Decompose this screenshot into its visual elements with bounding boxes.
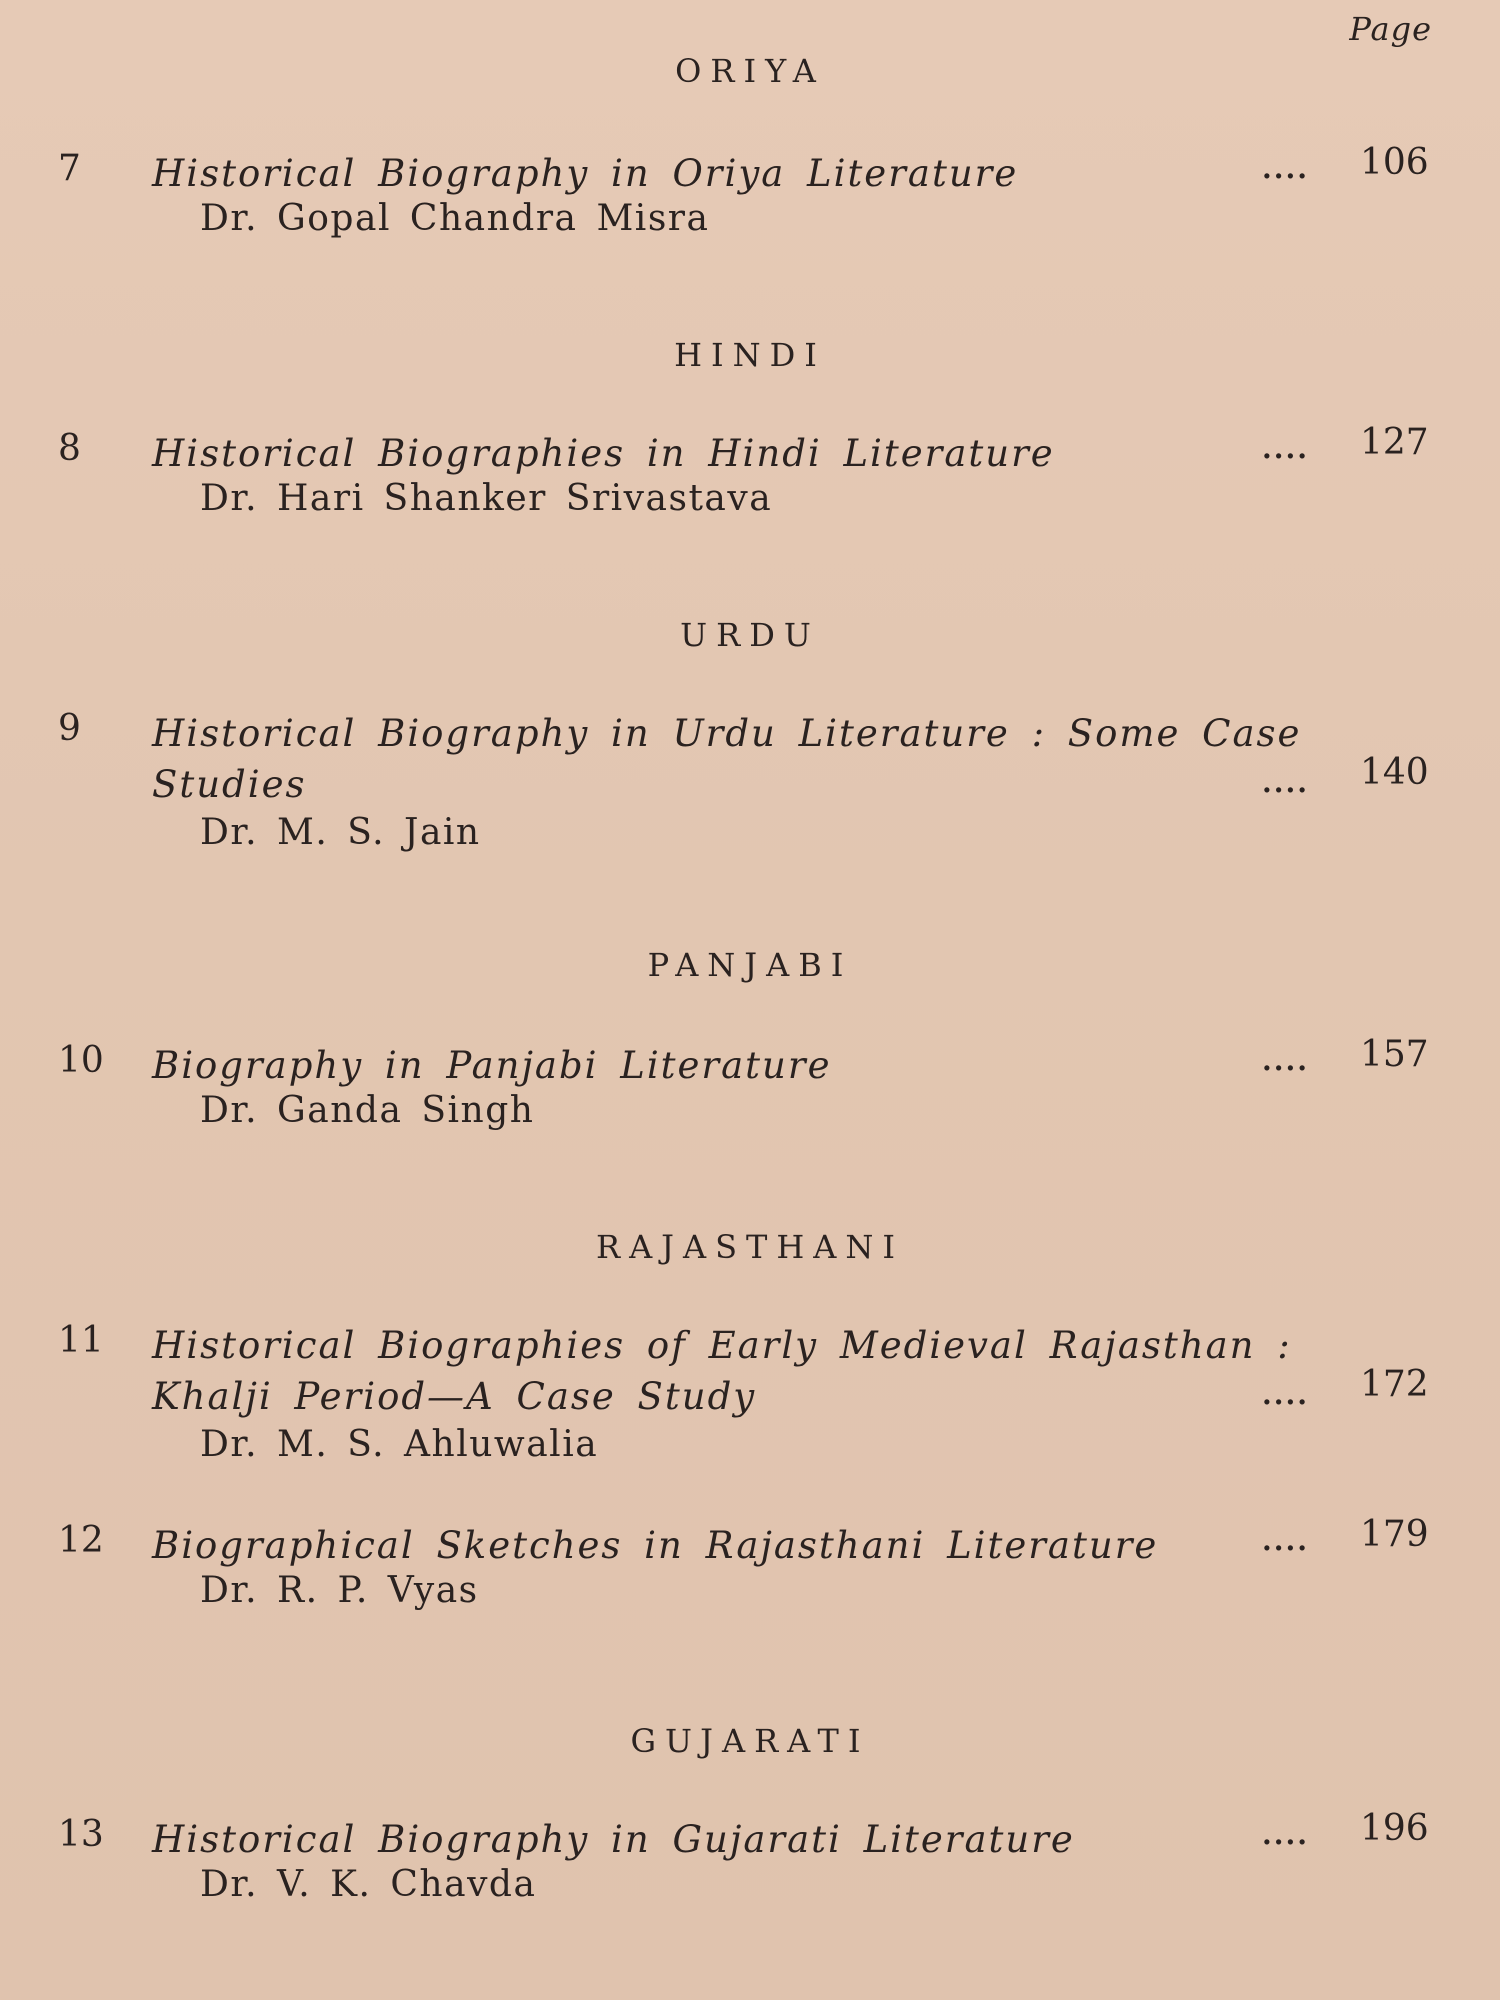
toc-entry[interactable]	[0, 1514, 1500, 1640]
entry-title	[152, 148, 1332, 199]
toc-entry[interactable]	[0, 1034, 1500, 1160]
entry-author: Dr. R. P. Vyas	[200, 1570, 479, 1611]
leader-dots: ....	[1262, 1524, 1309, 1557]
entry-number: 9	[58, 708, 81, 749]
section-heading-oriya: ORIYA	[675, 52, 825, 90]
section-heading-panjabi: PANJABI	[647, 946, 853, 984]
section-heading-urdu: URDU	[680, 616, 820, 654]
entry-page-number: 196	[1360, 1808, 1429, 1849]
entry-author: Dr. Gopal Chandra Misra	[200, 198, 710, 239]
toc-entry[interactable]	[0, 1808, 1500, 1934]
entry-page-number: 127	[1360, 422, 1429, 463]
entry-page-number: 106	[1360, 142, 1429, 183]
leader-dots: ....	[1262, 432, 1309, 465]
entry-title	[152, 708, 1332, 810]
entry-title-line: Biographical Sketches in Rajasthani Literature	[152, 1524, 1159, 1567]
entry-title-line: Biography in Panjabi Literature	[152, 1044, 832, 1087]
entry-title	[152, 1040, 1332, 1091]
leader-dots: ....	[1262, 1818, 1309, 1851]
entry-title-line: Historical Biographies of Early Medieval Rajasthan :	[152, 1324, 1292, 1367]
entry-title-line: Studies	[152, 763, 307, 806]
page-column-label: Page	[1349, 10, 1432, 48]
entry-number: 12	[58, 1520, 104, 1561]
entry-page-number: 179	[1360, 1514, 1429, 1555]
entry-page-number: 157	[1360, 1034, 1429, 1075]
entry-author: Dr. Ganda Singh	[200, 1090, 535, 1131]
entry-author: Dr. Hari Shanker Srivastava	[200, 478, 773, 519]
leader-dots: ....	[1262, 152, 1309, 185]
entry-author: Dr. M. S. Ahluwalia	[200, 1424, 599, 1465]
entry-page-number: 140	[1360, 752, 1429, 793]
toc-entry[interactable]	[0, 708, 1500, 853]
entry-author: Dr. M. S. Jain	[200, 812, 481, 853]
leader-dots: ....	[1262, 766, 1309, 799]
toc-entry[interactable]	[0, 422, 1500, 548]
toc-entry[interactable]	[0, 142, 1500, 268]
leader-dots: ....	[1262, 1044, 1309, 1077]
entry-number: 11	[58, 1320, 104, 1361]
entry-title-line: Historical Biography in Oriya Literature	[152, 152, 1019, 195]
entry-number: 13	[58, 1814, 104, 1855]
section-heading-rajasthani: RAJASTHANI	[595, 1228, 905, 1266]
entry-number: 7	[58, 148, 81, 189]
leader-dots: ....	[1262, 1378, 1309, 1411]
entry-title-line: Historical Biography in Urdu Literature : Some Case	[152, 712, 1302, 755]
entry-title-line: Historical Biographies in Hindi Literature	[152, 432, 1055, 475]
entry-author: Dr. V. K. Chavda	[200, 1864, 537, 1905]
section-heading-gujarati: GUJARATI	[630, 1722, 870, 1760]
entry-number: 8	[58, 428, 81, 469]
entry-title	[152, 1814, 1332, 1865]
entry-title-line: Historical Biography in Gujarati Literature	[152, 1818, 1075, 1861]
entry-title	[152, 1320, 1332, 1422]
entry-title	[152, 1520, 1332, 1571]
entry-title	[152, 428, 1332, 479]
section-heading-hindi: HINDI	[674, 336, 826, 374]
toc-entry[interactable]	[0, 1320, 1500, 1465]
entry-title-line: Khalji Period—A Case Study	[152, 1375, 757, 1418]
entry-page-number: 172	[1360, 1364, 1429, 1405]
entry-number: 10	[58, 1040, 104, 1081]
